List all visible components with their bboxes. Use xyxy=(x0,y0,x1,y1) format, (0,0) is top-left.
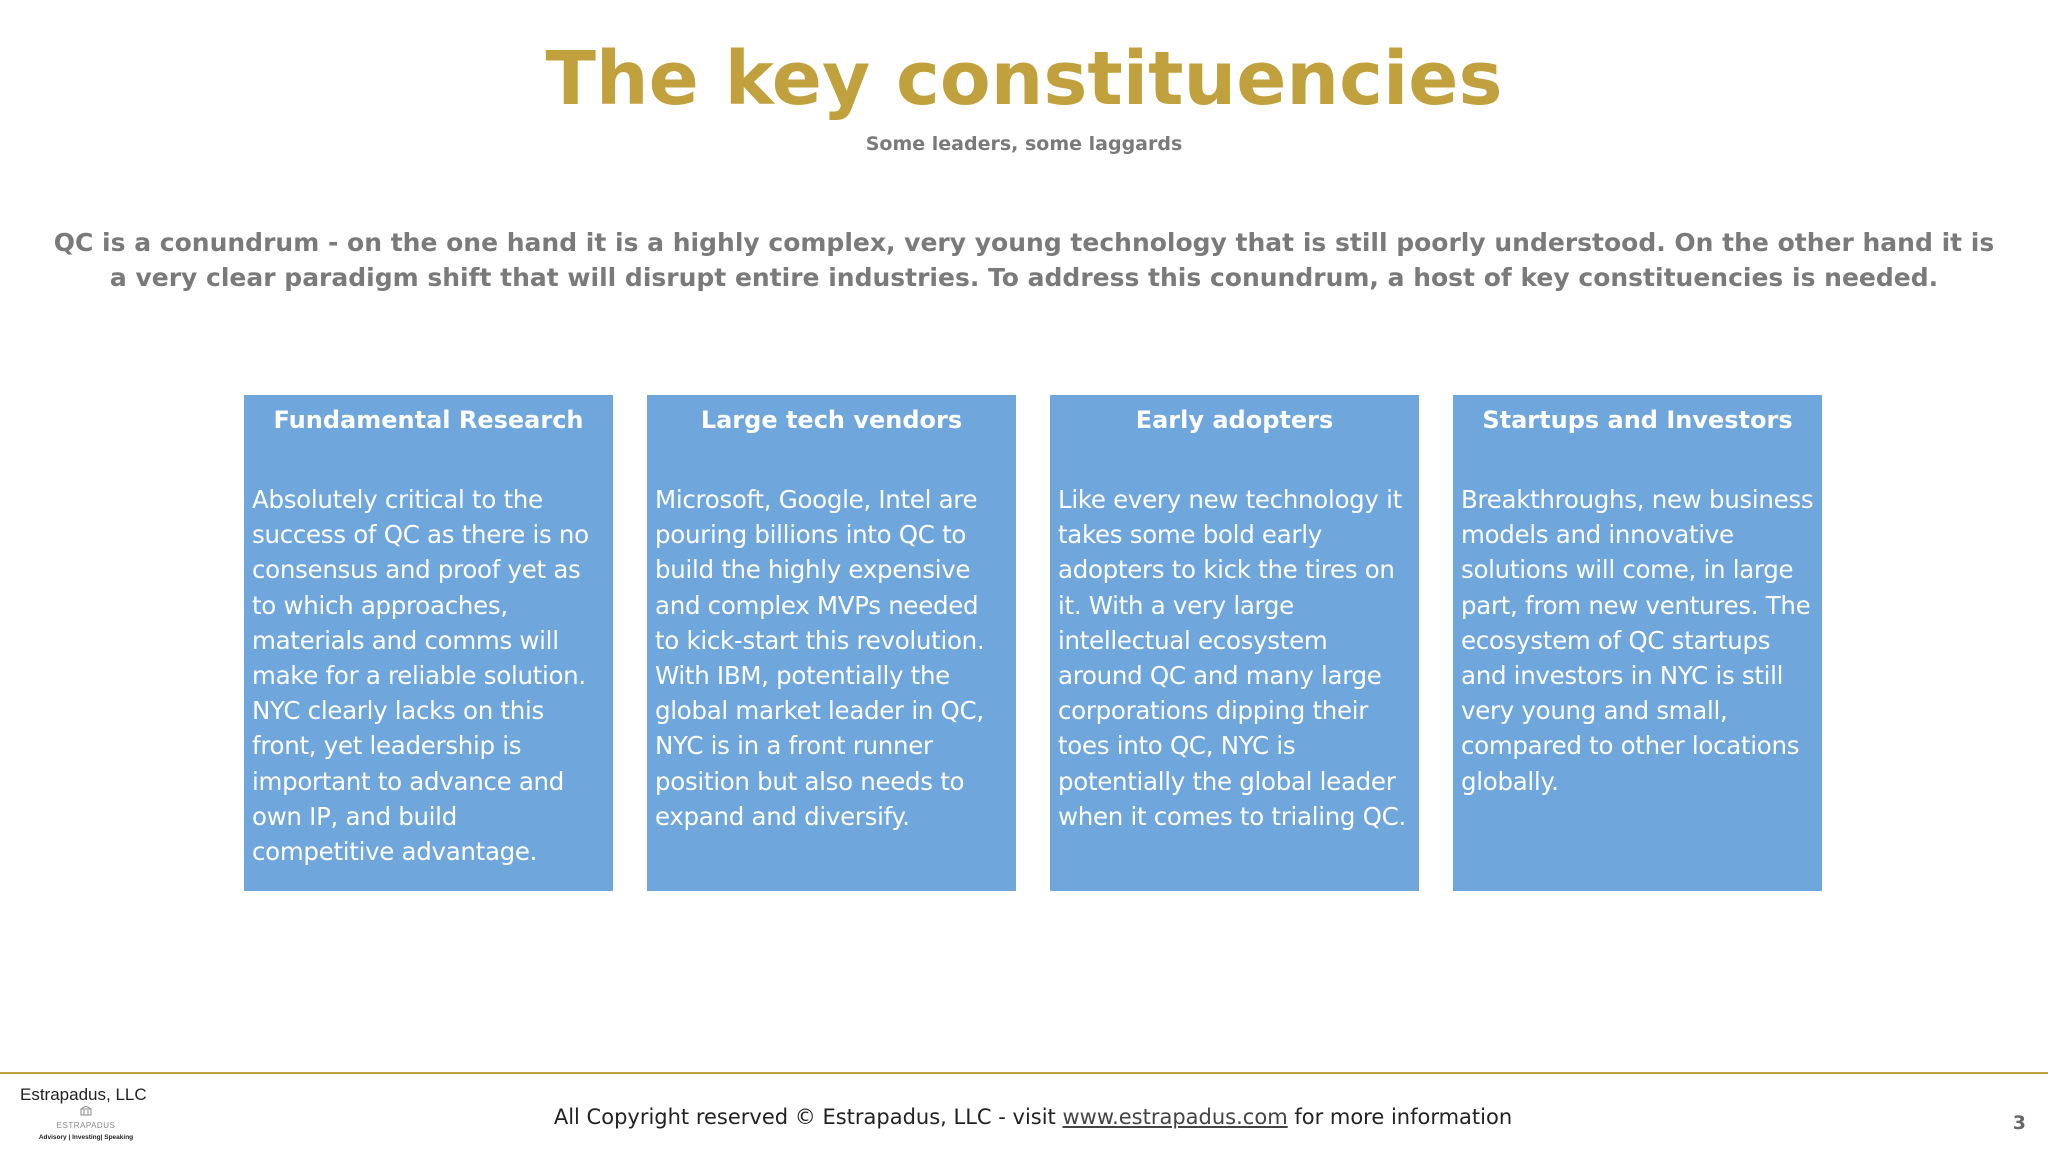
card-body: Absolutely critical to the success of QC as there is no consensus and proof yet as to which approaches, materials and comms will make for a reliable solution. NYC clearly lacks on this front, yet leadership is important to advance and own IP, and build competitive advantage. xyxy=(252,485,589,867)
card-body: Like every new technology it takes some bold early adopters to kick the tires on it. With a very large intellectual ecosystem around QC and many large corporations dipping their toes into QC, NYC is potentially the global leader when it comes to trialing QC. xyxy=(1058,485,1406,831)
logo-name: ESTRAPADUS xyxy=(56,1121,116,1130)
card-large-tech-vendors xyxy=(647,395,1016,891)
copyright-suffix: for more information xyxy=(1287,1105,1513,1129)
card-early-adopters xyxy=(1050,395,1419,891)
website-link[interactable]: www.estrapadus.com xyxy=(1062,1105,1288,1129)
intro-paragraph: QC is a conundrum - on the one hand it is a highly complex, very young technology that is still poorly understood. On the other hand it is a very clear paradigm shift that will disrupt entire industries. To address this conundrum, a host of key constituencies is needed. xyxy=(53,228,1995,292)
constituency-cards xyxy=(244,395,1824,891)
slide-subtitle: Some leaders, some laggards xyxy=(865,133,1183,155)
footer-company-name: Estrapadus, LLC xyxy=(20,1085,147,1104)
card-title: Fundamental Research xyxy=(273,406,584,434)
card-title: Startups and Investors xyxy=(1482,406,1793,434)
slide-title: The key constituencies xyxy=(545,36,1503,122)
footer-divider xyxy=(0,1072,2048,1074)
card-body: Breakthroughs, new business models and innovative solutions will come, in large part, from new ventures. The ecosystem of QC startups and investors in NYC is still very young and small, compared to other locations globally. xyxy=(1461,485,1814,796)
card-startups-and-investors xyxy=(1453,395,1822,891)
page-number: 3 xyxy=(2012,1112,2026,1134)
card-body: Microsoft, Google, Intel are pouring billions into QC to build the highly expensive and complex MVPs needed to kick-start this revolution. With IBM, potentially the global market leader in QC, NYC is in a front runner position but also needs to expand and diversify. xyxy=(655,485,985,831)
logo-tagline: Advisory | Investing| Speaking xyxy=(38,1134,134,1141)
copyright-notice xyxy=(0,1105,2048,1129)
card-title: Large tech vendors xyxy=(700,406,963,434)
card-fundamental-research xyxy=(244,395,613,891)
copyright-prefix: All Copyright reserved © Estrapadus, LLC - visit xyxy=(553,1105,1063,1129)
card-title: Early adopters xyxy=(1135,406,1334,434)
